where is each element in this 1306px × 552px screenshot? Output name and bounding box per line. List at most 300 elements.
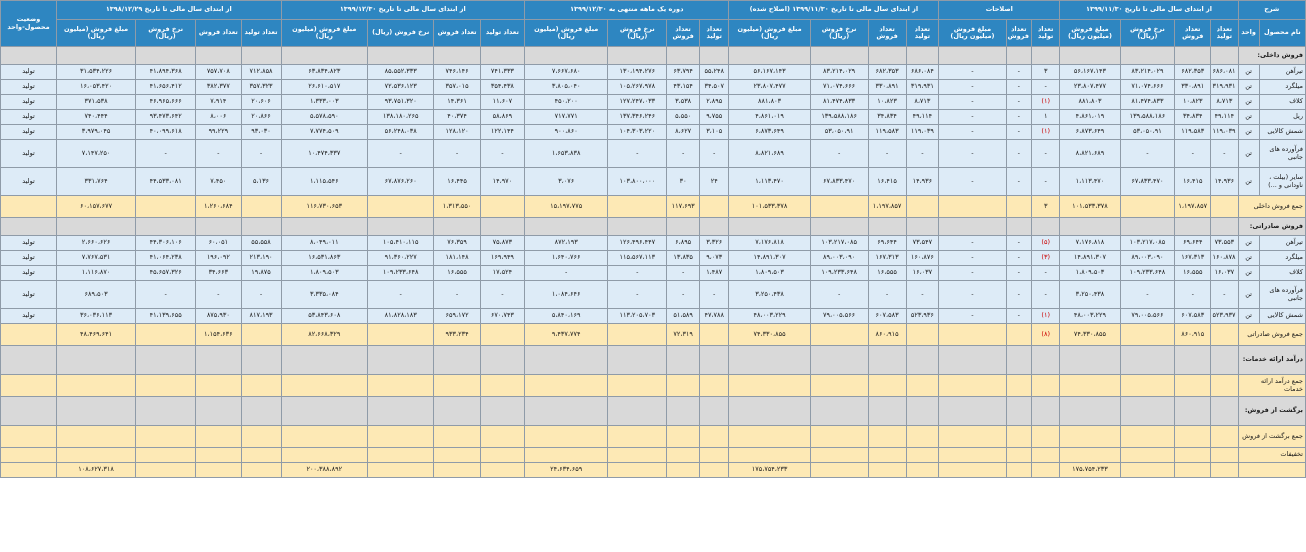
- empty-cell: [939, 47, 1006, 65]
- empty-cell: [57, 397, 136, 426]
- cell-g3-3: ۱۰۱،۵۳۳،۳۷۸: [729, 196, 810, 218]
- cell-g4-1: ۵۱،۵۸۹: [667, 309, 700, 324]
- product-status: تولید: [1, 65, 57, 80]
- cell-g2-1: [1006, 324, 1031, 346]
- empty-cell: [608, 47, 667, 65]
- cell-g6-0: ۳۵۷،۳۲۳: [241, 80, 281, 95]
- cell-g1-2: ۶۷،۸۳۳،۴۷۰: [1120, 168, 1175, 196]
- cell-g3-0: [906, 324, 939, 346]
- cell-g1-3: ۸۸۱،۸۰۳: [1060, 95, 1120, 110]
- empty-cell: [57, 47, 136, 65]
- cell-g4-0: ۹،۷۵۵: [699, 110, 729, 125]
- cell-g1-2: ۸۹،۰۰۳،۰۹۰: [1120, 251, 1175, 266]
- cell-g6-3: ۷،۷۶۷،۵۳۱: [57, 251, 136, 266]
- product-name: شمش کالایی: [1259, 125, 1305, 140]
- cell-g3-1: ۱۶،۴۱۵: [868, 168, 906, 196]
- cell-g4-1: ۴۳،۱۵۴: [667, 80, 700, 95]
- cell-g4-2: ۱۳۰،۱۹۴،۲۷۶: [608, 65, 667, 80]
- empty-cell: [1031, 397, 1059, 426]
- cell-g1-1: ۱۶۷،۳۱۳: [1175, 251, 1211, 266]
- section-row: [1, 47, 1306, 65]
- cell-g2-1: [1006, 196, 1031, 218]
- cell-g3-1: ۱۱۹،۵۸۳: [868, 125, 906, 140]
- cell-g3-3: ۶،۸۷۳،۶۴۹: [729, 125, 810, 140]
- product-name: کلاف: [1259, 266, 1305, 281]
- empty-cell: [1, 346, 57, 375]
- cell-g3-1: ۳۳۰،۸۹۱: [868, 80, 906, 95]
- cell-g2-0: [1031, 448, 1059, 463]
- cell-g4-2: ۱۳۷،۳۴۶،۲۴۶: [608, 110, 667, 125]
- cell-g2-1: -: [1006, 251, 1031, 266]
- cell-g2-0: (۳): [1031, 251, 1059, 266]
- empty-cell: [368, 346, 434, 375]
- section-row: [1, 397, 1306, 426]
- empty-cell: [196, 346, 241, 375]
- cell-g3-3: ۳،۲۵۰،۴۳۸: [729, 281, 810, 309]
- cell-g2-0: (۱): [1031, 309, 1059, 324]
- empty-cell: [368, 47, 434, 65]
- cell-g6-0: [241, 324, 281, 346]
- empty-cell: [906, 346, 939, 375]
- cell-g1-2: ۱۰۹،۲۳۳،۶۴۸: [1120, 266, 1175, 281]
- cell-g3-1: ۶۰۷،۵۸۳: [868, 309, 906, 324]
- cell-g2-0: -: [1031, 266, 1059, 281]
- table-row: [1, 251, 1306, 266]
- cell-g5-1: ۱،۳۱۳،۵۵۰: [434, 196, 480, 218]
- product-status: [1, 375, 57, 397]
- cell-g3-2: -: [810, 281, 868, 309]
- cell-g5-1: ۹۳۳،۲۳۴: [434, 324, 480, 346]
- cell-g6-3: ۳۷۱،۵۳۸: [57, 95, 136, 110]
- empty-cell: [241, 346, 281, 375]
- header-group-row: [1, 1, 1306, 20]
- empty-cell: [699, 47, 729, 65]
- total-row: [1, 463, 1306, 478]
- cell-g5-1: -: [434, 281, 480, 309]
- empty-cell: [1, 47, 57, 65]
- cell-g6-3: [57, 448, 136, 463]
- cell-g1-0: [1211, 463, 1238, 478]
- total-row: [1, 196, 1306, 218]
- product-status: تولید: [1, 309, 57, 324]
- cell-g3-3: ۱،۸۰۹،۵۰۳: [729, 266, 810, 281]
- cell-g1-2: ۸۳،۲۱۴،۰۲۹: [1120, 65, 1175, 80]
- product-status: تولید: [1, 95, 57, 110]
- header-g6-col-0: تعداد تولید: [241, 20, 281, 47]
- cell-g1-1: ۱،۱۹۷،۸۵۷: [1175, 196, 1211, 218]
- cell-g5-1: [434, 426, 480, 448]
- empty-cell: [1175, 346, 1211, 375]
- product-status: تولید: [1, 140, 57, 168]
- header-g5-col-0: تعداد تولید: [480, 20, 524, 47]
- empty-cell: [699, 397, 729, 426]
- cell-g3-0: ۷۳،۵۴۷: [906, 236, 939, 251]
- cell-g2-2: -: [939, 95, 1006, 110]
- product-unit: تن: [1238, 168, 1259, 196]
- cell-g2-2: -: [939, 80, 1006, 95]
- cell-g4-3: ۳،۰۷۶: [525, 168, 608, 196]
- cell-g6-2: ۴۱،۸۹۴،۳۶۸: [136, 65, 196, 80]
- product-unit: تن: [1238, 65, 1259, 80]
- cell-g3-1: ۶۹،۶۴۴: [868, 236, 906, 251]
- cell-g6-2: -: [136, 140, 196, 168]
- empty-cell: [368, 397, 434, 426]
- cell-g3-1: ۶۸۲،۳۵۳: [868, 65, 906, 80]
- product-status: [1, 448, 57, 463]
- cell-g6-1: -: [196, 281, 241, 309]
- cell-g4-1: ۱۳،۸۳۵: [667, 251, 700, 266]
- cell-g3-2: -: [810, 140, 868, 168]
- cell-g5-0: ۷۴۱،۳۳۳: [480, 65, 524, 80]
- empty-cell: [810, 346, 868, 375]
- cell-g4-2: ۱۰۴،۳۰۳،۲۲۰: [608, 125, 667, 140]
- empty-cell: [1175, 218, 1211, 236]
- cell-g4-2: [608, 196, 667, 218]
- section-label: فروش داخلی:: [1238, 47, 1305, 65]
- table-row: [1, 80, 1306, 95]
- total-label: تخفیفات: [1238, 448, 1305, 463]
- empty-cell: [810, 397, 868, 426]
- empty-cell: [434, 218, 480, 236]
- cell-g2-0: -: [1031, 281, 1059, 309]
- cell-g4-3: [525, 448, 608, 463]
- header-g5-col-3: مبلغ فروش (میلیون ریال): [281, 20, 367, 47]
- cell-g1-0: [1211, 196, 1238, 218]
- cell-g4-1: [667, 426, 700, 448]
- cell-g1-3: ۱،۸۰۹،۵۰۳: [1060, 266, 1120, 281]
- cell-g3-2: ۵۳،۰۵۰،۹۱: [810, 125, 868, 140]
- empty-cell: [1211, 397, 1238, 426]
- cell-g4-0: [699, 375, 729, 397]
- cell-g2-0: -: [1031, 80, 1059, 95]
- cell-g1-3: ۸،۸۲۱،۶۸۹: [1060, 140, 1120, 168]
- header-g4-col-0: تعداد تولید: [699, 20, 729, 47]
- cell-g4-0: [699, 448, 729, 463]
- cell-g4-2: [608, 324, 667, 346]
- cell-g1-3: ۱،۱۱۳،۴۷۰: [1060, 168, 1120, 196]
- empty-cell: [667, 218, 700, 236]
- cell-g5-3: ۱۱۶،۷۳۰،۶۵۳: [281, 196, 367, 218]
- cell-g6-0: ۵۵،۵۵۸: [241, 236, 281, 251]
- header-group-4: دوره یک ماهه منتهی به ۱۳۹۹/۱۲/۳۰: [525, 1, 729, 20]
- cell-g3-0: ۱۶۰،۸۷۶: [906, 251, 939, 266]
- cell-g3-2: [810, 463, 868, 478]
- cell-g2-0: -: [1031, 168, 1059, 196]
- cell-g5-2: ۶۷،۸۷۶،۲۶۰: [368, 168, 434, 196]
- cell-g5-0: -: [480, 281, 524, 309]
- empty-cell: [729, 397, 810, 426]
- cell-g3-1: ۱۰،۸۲۳: [868, 95, 906, 110]
- cell-g6-0: [241, 448, 281, 463]
- cell-g3-2: ۸۳،۲۱۴،۰۲۹: [810, 65, 868, 80]
- cell-g4-2: [608, 426, 667, 448]
- cell-g1-3: ۴،۸۶۱،۰۱۹: [1060, 110, 1120, 125]
- cell-g6-1: ۸۷۵،۹۳۰: [196, 309, 241, 324]
- cell-g3-3: ۴،۸۶۱،۰۱۹: [729, 110, 810, 125]
- product-unit: تن: [1238, 309, 1259, 324]
- cell-g1-1: ۸۶۰،۹۱۵: [1175, 324, 1211, 346]
- cell-g5-2: ۹۳،۷۵۱،۳۲۰: [368, 95, 434, 110]
- cell-g2-0: [1031, 375, 1059, 397]
- cell-g6-2: ۴۵،۶۵۷،۳۲۶: [136, 266, 196, 281]
- cell-g1-3: ۷،۱۷۶،۸۱۸: [1060, 236, 1120, 251]
- empty-cell: [1031, 346, 1059, 375]
- header-g3-col-3: مبلغ فروش (میلیون ریال): [729, 20, 810, 47]
- cell-g4-3: ۱۵،۱۹۷،۷۷۵: [525, 196, 608, 218]
- cell-g5-3: [281, 375, 367, 397]
- cell-g1-2: [1120, 375, 1175, 397]
- cell-g4-0: -: [699, 140, 729, 168]
- cell-g6-1: ۳۴،۶۶۳: [196, 266, 241, 281]
- cell-g1-2: ۱۳۹،۵۸۸،۱۸۶: [1120, 110, 1175, 125]
- cell-g1-3: ۳،۲۵۰،۴۳۸: [1060, 281, 1120, 309]
- header-group-6: از ابتدای سال مالی تا تاریخ ۱۳۹۸/۱۲/۲۹: [57, 1, 282, 20]
- header-g1-col-0: تعداد تولید: [1211, 20, 1238, 47]
- cell-g1-0: ۷۳،۵۵۳: [1211, 236, 1238, 251]
- product-status: [1, 426, 57, 448]
- cell-g3-0: ۶۸۶،۰۸۴: [906, 65, 939, 80]
- empty-cell: [608, 346, 667, 375]
- empty-cell: [368, 218, 434, 236]
- cell-g3-0: [906, 196, 939, 218]
- header-g4-col-2: نرخ فروش (ریال): [608, 20, 667, 47]
- product-name: کلاف: [1259, 95, 1305, 110]
- cell-g5-3: ۱،۳۳۳،۰۰۳: [281, 95, 367, 110]
- cell-g5-0: ۱۱،۶۰۷: [480, 95, 524, 110]
- cell-g3-0: [906, 448, 939, 463]
- cell-g4-3: ۷۱۷،۷۷۱: [525, 110, 608, 125]
- cell-g5-3: ۱۶،۵۳۱،۸۶۳: [281, 251, 367, 266]
- table-row: [1, 309, 1306, 324]
- cell-g5-3: ۲۶،۶۱۰،۵۱۷: [281, 80, 367, 95]
- empty-cell: [868, 346, 906, 375]
- empty-cell: [434, 346, 480, 375]
- cell-g6-1: ۷۵۷،۷۰۸: [196, 65, 241, 80]
- empty-cell: [1211, 47, 1238, 65]
- cell-g5-0: ۱۴،۹۷۰: [480, 168, 524, 196]
- cell-g6-3: ۳۱،۵۳۴،۲۲۶: [57, 65, 136, 80]
- cell-g1-3: ۶،۸۷۳،۶۴۹: [1060, 125, 1120, 140]
- cell-g5-1: ۳۵۷،۰۱۵: [434, 80, 480, 95]
- cell-g6-2: [136, 463, 196, 478]
- empty-cell: [1060, 47, 1120, 65]
- cell-g4-1: ۳۰: [667, 168, 700, 196]
- header-group-3: از ابتدای سال مالی تا تاریخ ۱۳۹۹/۱۱/۳۰ (اصلاح شده): [729, 1, 939, 20]
- empty-cell: [1175, 47, 1211, 65]
- cell-g5-1: ۴۰،۳۷۴: [434, 110, 480, 125]
- table-row: [1, 140, 1306, 168]
- cell-g3-1: ۱۶،۵۵۵: [868, 266, 906, 281]
- header-unit: واحد: [1238, 20, 1259, 47]
- cell-g3-1: ۳۴،۸۳۴: [868, 110, 906, 125]
- empty-cell: [906, 47, 939, 65]
- empty-cell: [868, 47, 906, 65]
- cell-g4-3: [525, 375, 608, 397]
- cell-g5-1: ۶۵۹،۱۷۲: [434, 309, 480, 324]
- cell-g6-1: [196, 375, 241, 397]
- cell-g5-1: ۱۸۱،۱۴۸: [434, 251, 480, 266]
- cell-g4-1: -: [667, 281, 700, 309]
- cell-g4-2: ۱۰۳،۸۰۰،۰۰۰: [608, 168, 667, 196]
- header-g1-col-1: تعداد فروش: [1175, 20, 1211, 47]
- product-status: تولید: [1, 168, 57, 196]
- header-g6-col-2: نرخ فروش (ریال): [136, 20, 196, 47]
- cell-g2-1: [1006, 426, 1031, 448]
- cell-g3-3: [729, 448, 810, 463]
- empty-cell: [241, 47, 281, 65]
- cell-g3-0: [906, 463, 939, 478]
- product-name: تیرآهن: [1259, 236, 1305, 251]
- cell-g4-3: ۷،۶۶۷،۶۸۰: [525, 65, 608, 80]
- cell-g6-0: -: [241, 140, 281, 168]
- cell-g4-3: ۸۷۲،۱۹۳: [525, 236, 608, 251]
- cell-g3-1: ۱،۱۹۷،۸۵۷: [868, 196, 906, 218]
- cell-g3-2: [810, 324, 868, 346]
- cell-g2-1: [1006, 448, 1031, 463]
- empty-cell: [1006, 346, 1031, 375]
- cell-g4-1: [667, 375, 700, 397]
- cell-g6-3: ۶۰،۱۵۷،۶۷۷: [57, 196, 136, 218]
- header-g2-col-2: مبلغ فروش (میلیون ریال): [939, 20, 1006, 47]
- cell-g5-3: ۱،۸۰۹،۵۰۳: [281, 266, 367, 281]
- empty-cell: [939, 218, 1006, 236]
- cell-g2-1: -: [1006, 309, 1031, 324]
- empty-cell: [281, 218, 367, 236]
- header-g5-col-1: تعداد فروش: [434, 20, 480, 47]
- cell-g5-3: ۳،۳۳۵،۰۸۴: [281, 281, 367, 309]
- empty-cell: [1120, 218, 1175, 236]
- empty-cell: [1211, 218, 1238, 236]
- total-row: [1, 324, 1306, 346]
- cell-g6-2: ۴۶،۹۶۵،۶۶۶: [136, 95, 196, 110]
- cell-g4-0: [699, 196, 729, 218]
- cell-g5-0: -: [480, 140, 524, 168]
- cell-g3-3: ۲۳،۸۰۷،۴۷۷: [729, 80, 810, 95]
- cell-g4-1: ۵،۵۵۰: [667, 110, 700, 125]
- empty-cell: [729, 47, 810, 65]
- cell-g5-1: [434, 375, 480, 397]
- cell-g2-0: (۸): [1031, 324, 1059, 346]
- table-row: [1, 281, 1306, 309]
- product-status: تولید: [1, 266, 57, 281]
- empty-cell: [525, 397, 608, 426]
- empty-cell: [241, 218, 281, 236]
- cell-g2-1: -: [1006, 65, 1031, 80]
- empty-cell: [939, 397, 1006, 426]
- cell-g1-1: -: [1175, 140, 1211, 168]
- cell-g6-3: ۷۴۰،۴۴۴: [57, 110, 136, 125]
- cell-g2-2: [939, 324, 1006, 346]
- cell-g6-0: ۲۰،۶۰۶: [241, 95, 281, 110]
- cell-g5-2: [368, 448, 434, 463]
- cell-g1-3: ۷۴،۳۳۰،۸۵۵: [1060, 324, 1120, 346]
- cell-g4-0: ۲۴: [699, 168, 729, 196]
- cell-g2-2: -: [939, 168, 1006, 196]
- cell-g5-0: ۳۵۴،۴۳۸: [480, 80, 524, 95]
- cell-g3-0: ۱۱۹،۰۳۹: [906, 125, 939, 140]
- cell-g1-0: ۳۱۹،۹۳۱: [1211, 80, 1238, 95]
- empty-cell: [281, 397, 367, 426]
- cell-g6-3: [57, 426, 136, 448]
- cell-g5-0: ۵۸،۸۶۹: [480, 110, 524, 125]
- cell-g5-2: ۷۲،۵۳۶،۱۲۳: [368, 80, 434, 95]
- product-unit: تن: [1238, 95, 1259, 110]
- section-label: درآمد ارائه خدمات:: [1238, 346, 1305, 375]
- table-body: [1, 47, 1306, 478]
- cell-g4-0: -: [699, 281, 729, 309]
- cell-g3-0: ۳۱۹،۹۳۱: [906, 80, 939, 95]
- header-product-name: نام محصول: [1259, 20, 1305, 47]
- cell-g6-3: ۳۶،۰۳۶،۱۱۳: [57, 309, 136, 324]
- cell-g4-3: -: [525, 266, 608, 281]
- cell-g4-2: [608, 463, 667, 478]
- cell-g1-1: [1175, 463, 1211, 478]
- cell-g3-0: ۴۹،۱۱۴: [906, 110, 939, 125]
- cell-g4-3: ۵،۸۴۰،۱۶۹: [525, 309, 608, 324]
- cell-g3-3: [729, 375, 810, 397]
- cell-g4-1: ۶،۸۹۵: [667, 236, 700, 251]
- cell-g4-1: -: [667, 140, 700, 168]
- empty-cell: [868, 397, 906, 426]
- header-desc: شرح: [1238, 1, 1305, 20]
- cell-g6-0: ۷۱۲،۸۵۸: [241, 65, 281, 80]
- cell-g2-2: [939, 463, 1006, 478]
- cell-g3-0: -: [906, 281, 939, 309]
- cell-g6-0: ۲۰،۸۶۶: [241, 110, 281, 125]
- table-row: [1, 266, 1306, 281]
- empty-cell: [906, 397, 939, 426]
- cell-g4-2: ۱۰۵،۲۶۷،۹۷۸: [608, 80, 667, 95]
- cell-g3-3: ۴۸،۰۰۳،۲۲۹: [729, 309, 810, 324]
- cell-g1-0: ۶۸۶،۰۸۱: [1211, 65, 1238, 80]
- cell-g6-1: ۹۹،۲۲۹: [196, 125, 241, 140]
- cell-g2-1: [1006, 375, 1031, 397]
- product-status: تولید: [1, 110, 57, 125]
- cell-g2-2: [939, 196, 1006, 218]
- cell-g1-1: ۳۳۰،۸۹۱: [1175, 80, 1211, 95]
- cell-g1-0: [1211, 324, 1238, 346]
- empty-cell: [1120, 397, 1175, 426]
- cell-g2-2: [939, 448, 1006, 463]
- cell-g3-1: [868, 448, 906, 463]
- cell-g3-3: ۷۴،۳۳۰،۸۵۵: [729, 324, 810, 346]
- cell-g2-2: -: [939, 65, 1006, 80]
- product-status: [1, 196, 57, 218]
- cell-g2-2: -: [939, 110, 1006, 125]
- cell-g5-1: [434, 463, 480, 478]
- cell-g2-0: (۱): [1031, 125, 1059, 140]
- empty-cell: [1211, 346, 1238, 375]
- cell-g6-0: ۲۱۳،۱۹۰: [241, 251, 281, 266]
- cell-g6-1: ۳۸۲،۳۷۷: [196, 80, 241, 95]
- cell-g1-2: -: [1120, 281, 1175, 309]
- header-g4-col-3: مبلغ فروش (میلیون ریال): [525, 20, 608, 47]
- cell-g6-2: [136, 375, 196, 397]
- cell-g1-0: ۱۴،۹۳۶: [1211, 168, 1238, 196]
- cell-g3-0: ۱۴،۹۳۶: [906, 168, 939, 196]
- product-status: تولید: [1, 251, 57, 266]
- cell-g1-1: ۱۶،۵۵۵: [1175, 266, 1211, 281]
- product-unit: تن: [1238, 80, 1259, 95]
- product-name: تیرآهن: [1259, 65, 1305, 80]
- cell-g4-2: -: [608, 281, 667, 309]
- empty-cell: [1060, 218, 1120, 236]
- empty-cell: [480, 218, 524, 236]
- cell-g5-2: [368, 463, 434, 478]
- cell-g5-2: -: [368, 281, 434, 309]
- cell-g1-3: ۱۴،۸۹۱،۳۰۷: [1060, 251, 1120, 266]
- cell-g3-3: ۸۸۱،۸۰۳: [729, 95, 810, 110]
